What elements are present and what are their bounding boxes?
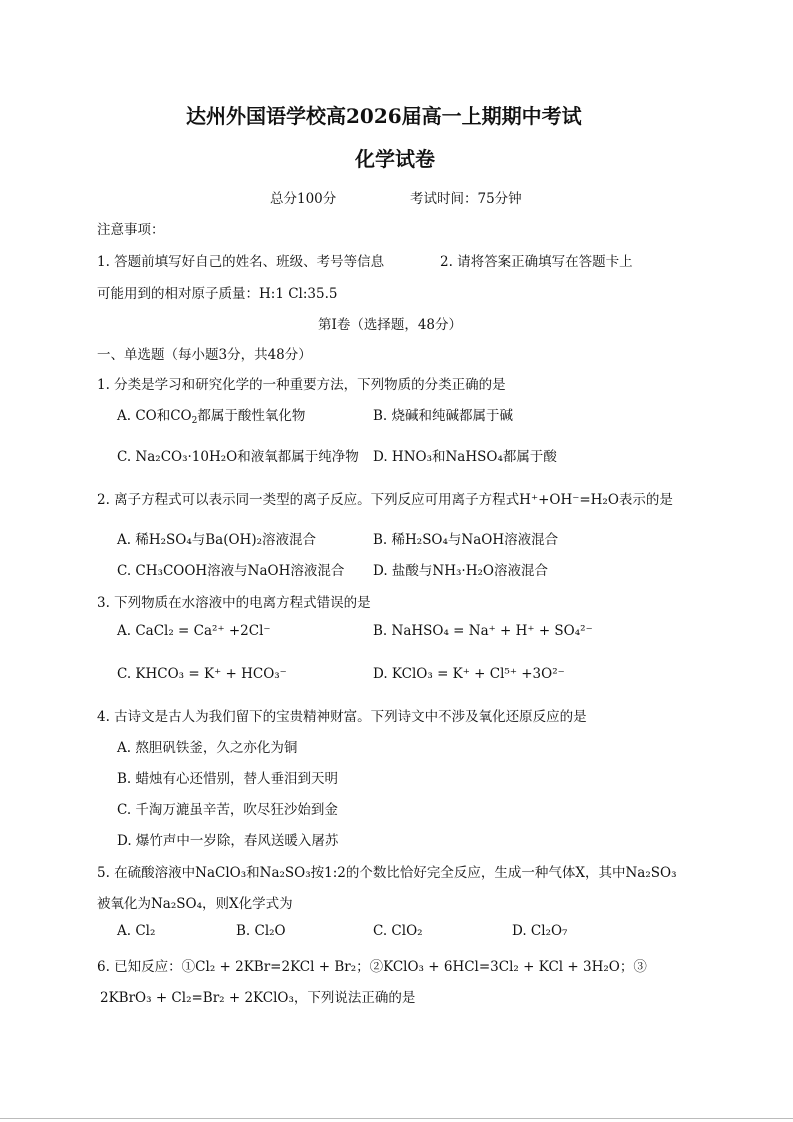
exam-subtitle: 化学试卷 [355,147,435,171]
q2-option-d: D. 盐酸与NH₃·H₂O溶液混合 [373,563,548,579]
q4-option-d: D. 爆竹声中一岁除，春风送暖入屠苏 [117,833,339,849]
q2-option-b: B. 稀H₂SO₄与NaOH溶液混合 [373,532,559,548]
q1-stem: 1. 分类是学习和研究化学的一种重要方法，下列物质的分类正确的是 [97,377,506,393]
exam-time: 考试时间：75分钟 [410,191,522,207]
q1-option-a [117,404,305,426]
q5-option-a: A. Cl₂ [117,923,156,939]
exam-title: 达州外国语学校高2026届高一上期期中考试 [186,104,582,128]
q4-option-a: A. 熬胆矾铁釜，久之亦化为铜 [117,740,298,756]
q2-option-a: A. 稀H₂SO₄与Ba(OH)₂溶液混合 [117,532,316,548]
q5-option-c: C. ClO₂ [373,923,423,939]
notes-item-2: 2. 请将答案正确填写在答题卡上 [440,254,633,270]
q1-option-a-post: 都属于酸性氧化物 [197,408,306,424]
q2-stem: 2. 离子方程式可以表示同一类型的离子反应。下列反应可用离子方程式H⁺+OH⁻=H₂O表示的是 [97,492,673,508]
q1-option-d: D. HNO₃和NaHSO₄都属于酸 [373,449,557,465]
total-score: 总分100分 [270,191,337,207]
q3-option-a: A. CaCl₂ = Ca²⁺ +2Cl⁻ [117,623,271,639]
q5-stem: 5. 在硫酸溶液中NaClO₃和Na₂SO₃按1:2的个数比恰好完全反应，生成一种气体X，其中Na₂SO₃ [97,865,677,881]
q6-stem: 6. 已知反应：①Cl₂ + 2KBr=2KCl + Br₂；②KClO₃ + 6HCl=3Cl₂ + KCl + 3H₂O；③ [97,959,647,975]
part-title: 第Ⅰ卷（选择题，48分） [318,317,463,333]
q3-stem: 3. 下列物质在水溶液中的电离方程式错误的是 [97,595,371,611]
q4-stem: 4. 古诗文是古人为我们留下的宝贵精神财富。下列诗文中不涉及氧化还原反应的是 [97,709,587,725]
q4-option-b: B. 蜡烛有心还惜别，替人垂泪到天明 [117,771,339,787]
q4-option-c: C. 千淘万漉虽辛苦，吹尽狂沙始到金 [117,802,338,818]
section-heading: 一、单选题（每小题3分，共48分） [97,347,312,363]
q3-option-d: D. KClO₃ = K⁺ + Cl⁵⁺ +3O²⁻ [373,666,565,682]
q1-option-a-pre: A. CO和CO [117,408,192,424]
notes-item-1: 1. 答题前填写好自己的姓名、班级、考号等信息 [97,254,385,270]
notes-heading: 注意事项： [97,222,165,238]
q5-option-b: B. Cl₂O [236,923,286,939]
page-bottom-divider [0,1118,793,1119]
q1-option-c: C. Na₂CO₃·10H₂O和液氧都属于纯净物 [117,449,359,465]
q3-option-b: B. NaHSO₄ = Na⁺ + H⁺ + SO₄²⁻ [373,623,593,639]
q5-option-d: D. Cl₂O₇ [512,923,568,939]
q3-option-c: C. KHCO₃ = K⁺ + HCO₃⁻ [117,666,287,682]
atomic-mass-line: 可能用到的相对原子质量：H:1 Cl:35.5 [97,286,338,302]
q1-option-b: B. 烧碱和纯碱都属于碱 [373,408,514,424]
q2-option-c: C. CH₃COOH溶液与NaOH溶液混合 [117,563,345,579]
q5-stem-line2: 被氧化为Na₂SO₄，则X化学式为 [97,896,293,912]
q6-stem-line2: 2KBrO₃ + Cl₂=Br₂ + 2KClO₃，下列说法正确的是 [100,990,416,1006]
q1-option-a-subscript: 2 [191,416,198,426]
